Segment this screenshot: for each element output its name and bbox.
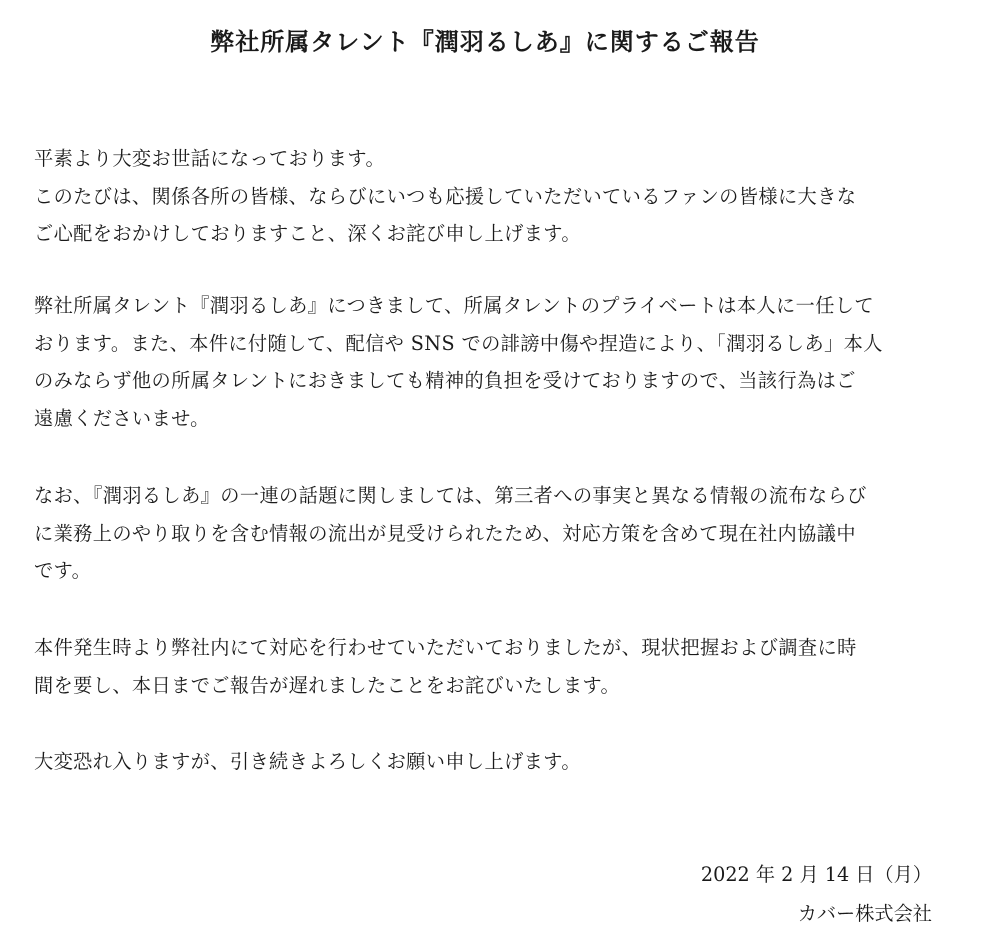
paragraph-line: です。 <box>34 559 92 582</box>
document-title: 弊社所属タレント『潤羽るしあ』に関するご報告 <box>210 27 760 56</box>
paragraph-line: のみならず他の所属タレントにおきましても精神的負担を受けておりますので、当該行為はご <box>34 369 856 392</box>
paragraph-line: 大変恐れ入りますが、引き続きよろしくお願い申し上げます。 <box>34 750 581 773</box>
paragraph-line: 遠慮くださいませ。 <box>34 406 210 430</box>
paragraph-line: 本件発生時より弊社内にて対応を行わせていただいておりましたが、現状把握および調査に時 <box>34 636 857 659</box>
document-date: 2022 年 2 月 14 日（月） <box>700 863 932 886</box>
company-name: カバー株式会社 <box>797 902 932 925</box>
paragraph-closing <box>34 743 946 781</box>
paragraph-greeting <box>34 140 946 253</box>
paragraph-line: 間を要し、本日までご報告が遅れましたことをお詫びいたします。 <box>34 673 621 697</box>
paragraph-information-leak <box>34 477 946 590</box>
paragraph-line: このたびは、関係各所の皆様、ならびにいつも応援していただいているファンの皆様に大きな <box>34 184 857 208</box>
paragraph-line: 弊社所属タレント『潤羽るしあ』につきまして、所属タレントのプライベートは本人に一任して <box>34 294 874 317</box>
paragraph-line: 平素より大変お世話になっております。 <box>34 147 386 170</box>
paragraph-line: なお、『潤羽るしあ』の一連の話題に関しましては、第三者への事実と異なる情報の流布ならび <box>34 484 867 507</box>
paragraph-line: に業務上のやり取りを含む情報の流出が見受けられたため、対応方策を含めて現在社内協議中 <box>34 521 856 545</box>
paragraph-line: ご心配をおかけしておりますこと、深くお詫び申し上げます。 <box>34 222 581 245</box>
paragraph-apology <box>34 629 946 704</box>
paragraph-line: おります。また、本件に付随して、配信や SNS での誹謗中傷や捏造により、「潤羽るしあ」本人 <box>34 331 883 355</box>
paragraph-privacy <box>34 287 946 437</box>
